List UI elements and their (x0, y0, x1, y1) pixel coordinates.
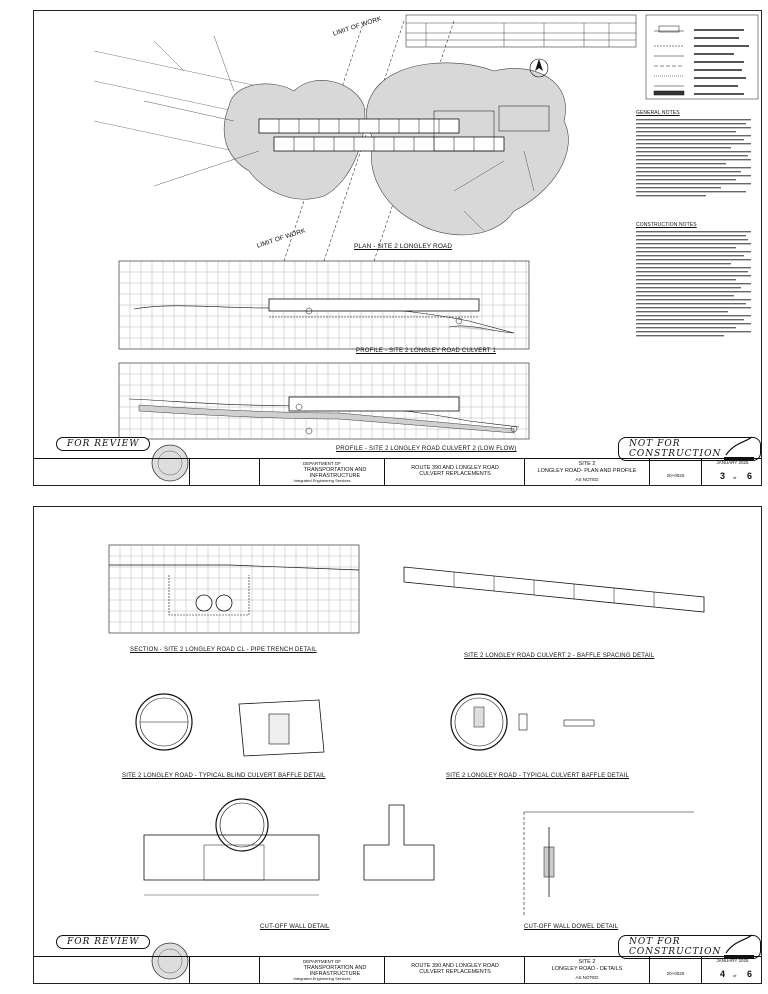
sheet-of-2: of (733, 973, 737, 978)
blind-baffle-drawing (129, 692, 349, 762)
job-number: 20+0026 (666, 473, 685, 478)
site-label-2: SITE 2 (578, 959, 596, 965)
for-review-stamp-2: FOR REVIEW (56, 935, 150, 949)
project-cell-2 (384, 957, 524, 983)
profile-grid-1 (119, 261, 529, 353)
job-number-2: 20+0026 (666, 971, 685, 976)
not-for-construction-stamp: NOT FOR CONSTRUCTION (618, 437, 761, 461)
dept-sub-2: Integrated Engineering Services (293, 976, 351, 981)
date: JANUARY 2025 (716, 460, 749, 465)
profile-2-title: PROFILE - SITE 2 LONGLEY ROAD CULVERT 2 (LOW FLOW) (336, 446, 517, 452)
profile-1-title: PROFILE - SITE 2 LONGLEY ROAD CULVERT 1 (356, 348, 497, 354)
cutoff-wall-drawing (134, 795, 464, 905)
dowel-drawing (494, 807, 694, 917)
date-sheet-cell-2 (701, 957, 763, 983)
sheet-title: LONGLEY ROAD- PLAN AND PROFILE (537, 468, 637, 474)
dept-cell (259, 459, 384, 485)
cutoff-title: CUT-OFF WALL DETAIL (260, 924, 330, 930)
job-cell-2 (649, 957, 701, 983)
profile-grid-2 (119, 363, 529, 443)
sheet-title-2: LONGLEY ROAD - DETAILS (551, 966, 623, 972)
dept-name-2: TRANSPORTATION AND INFRASTRUCTURE (303, 965, 367, 978)
sheet-number-2: 4 (720, 969, 726, 979)
dept-name: TRANSPORTATION AND INFRASTRUCTURE (303, 467, 367, 480)
baffle-detail-drawing (444, 692, 644, 762)
drawing-sheet-3 (33, 10, 762, 486)
date-2: JANUARY 2025 (716, 958, 749, 963)
for-review-stamp: FOR REVIEW (56, 437, 150, 451)
sheet-of: of (733, 475, 737, 480)
dept-cell-2 (259, 957, 384, 983)
scale: AS NOTED (575, 477, 599, 482)
plan-title: PLAN - SITE 2 LONGLEY ROAD (354, 243, 453, 250)
trench-section-grid (109, 545, 359, 635)
project-name-2: ROUTE 390 AND LONGLEY ROAD CULVERT REPLACEMENTS (411, 963, 499, 976)
sheet-title-cell (524, 459, 649, 485)
title-block-2 (34, 956, 761, 983)
limit-of-work-label-2: LIMIT OF WORK (256, 227, 307, 250)
dept-label-2: DEPARTMENT OF (302, 959, 341, 964)
site-label: SITE 2 (578, 461, 596, 467)
dept-sub: Integrated Engineering Services (293, 478, 351, 483)
sheet-number: 3 (720, 471, 726, 481)
sheet-title-cell-2 (524, 957, 649, 983)
dept-label: DEPARTMENT OF (302, 461, 341, 466)
sheet-total: 6 (747, 471, 753, 481)
revisions-cell (34, 459, 189, 485)
construction-notes-header: CONSTRUCTION NOTES (636, 222, 697, 228)
signatures-cell-2 (189, 957, 259, 983)
blind-baffle-title: SITE 2 LONGLEY ROAD - TYPICAL BLIND CULVERT BAFFLE DETAIL (122, 773, 326, 779)
sheet-total-2: 6 (747, 969, 753, 979)
scale-2: AS NOTED (575, 975, 599, 980)
limit-of-work-label: LIMIT OF WORK (332, 15, 383, 38)
baffle-spacing-drawing (404, 557, 724, 627)
signatures-cell (189, 459, 259, 485)
project-name: ROUTE 390 AND LONGLEY ROAD CULVERT REPLACEMENTS (411, 465, 499, 478)
drawing-sheet-4 (33, 506, 762, 984)
baffle-spacing-title: SITE 2 LONGLEY ROAD CULVERT 2 - BAFFLE SPACING DETAIL (464, 653, 655, 659)
general-notes-header: GENERAL NOTES (636, 110, 680, 116)
dowel-title: CUT-OFF WALL DOWEL DETAIL (524, 924, 619, 930)
baffle-detail-title: SITE 2 LONGLEY ROAD - TYPICAL CULVERT BAFFLE DETAIL (446, 773, 630, 779)
revisions-cell-2 (34, 957, 189, 983)
not-for-construction-stamp-2: NOT FOR CONSTRUCTION (618, 935, 761, 959)
section-title: SECTION - SITE 2 LONGLEY ROAD CL - PIPE TRENCH DETAIL (130, 647, 317, 653)
date-sheet-cell (701, 459, 763, 485)
job-cell (649, 459, 701, 485)
title-block (34, 458, 761, 485)
project-cell (384, 459, 524, 485)
